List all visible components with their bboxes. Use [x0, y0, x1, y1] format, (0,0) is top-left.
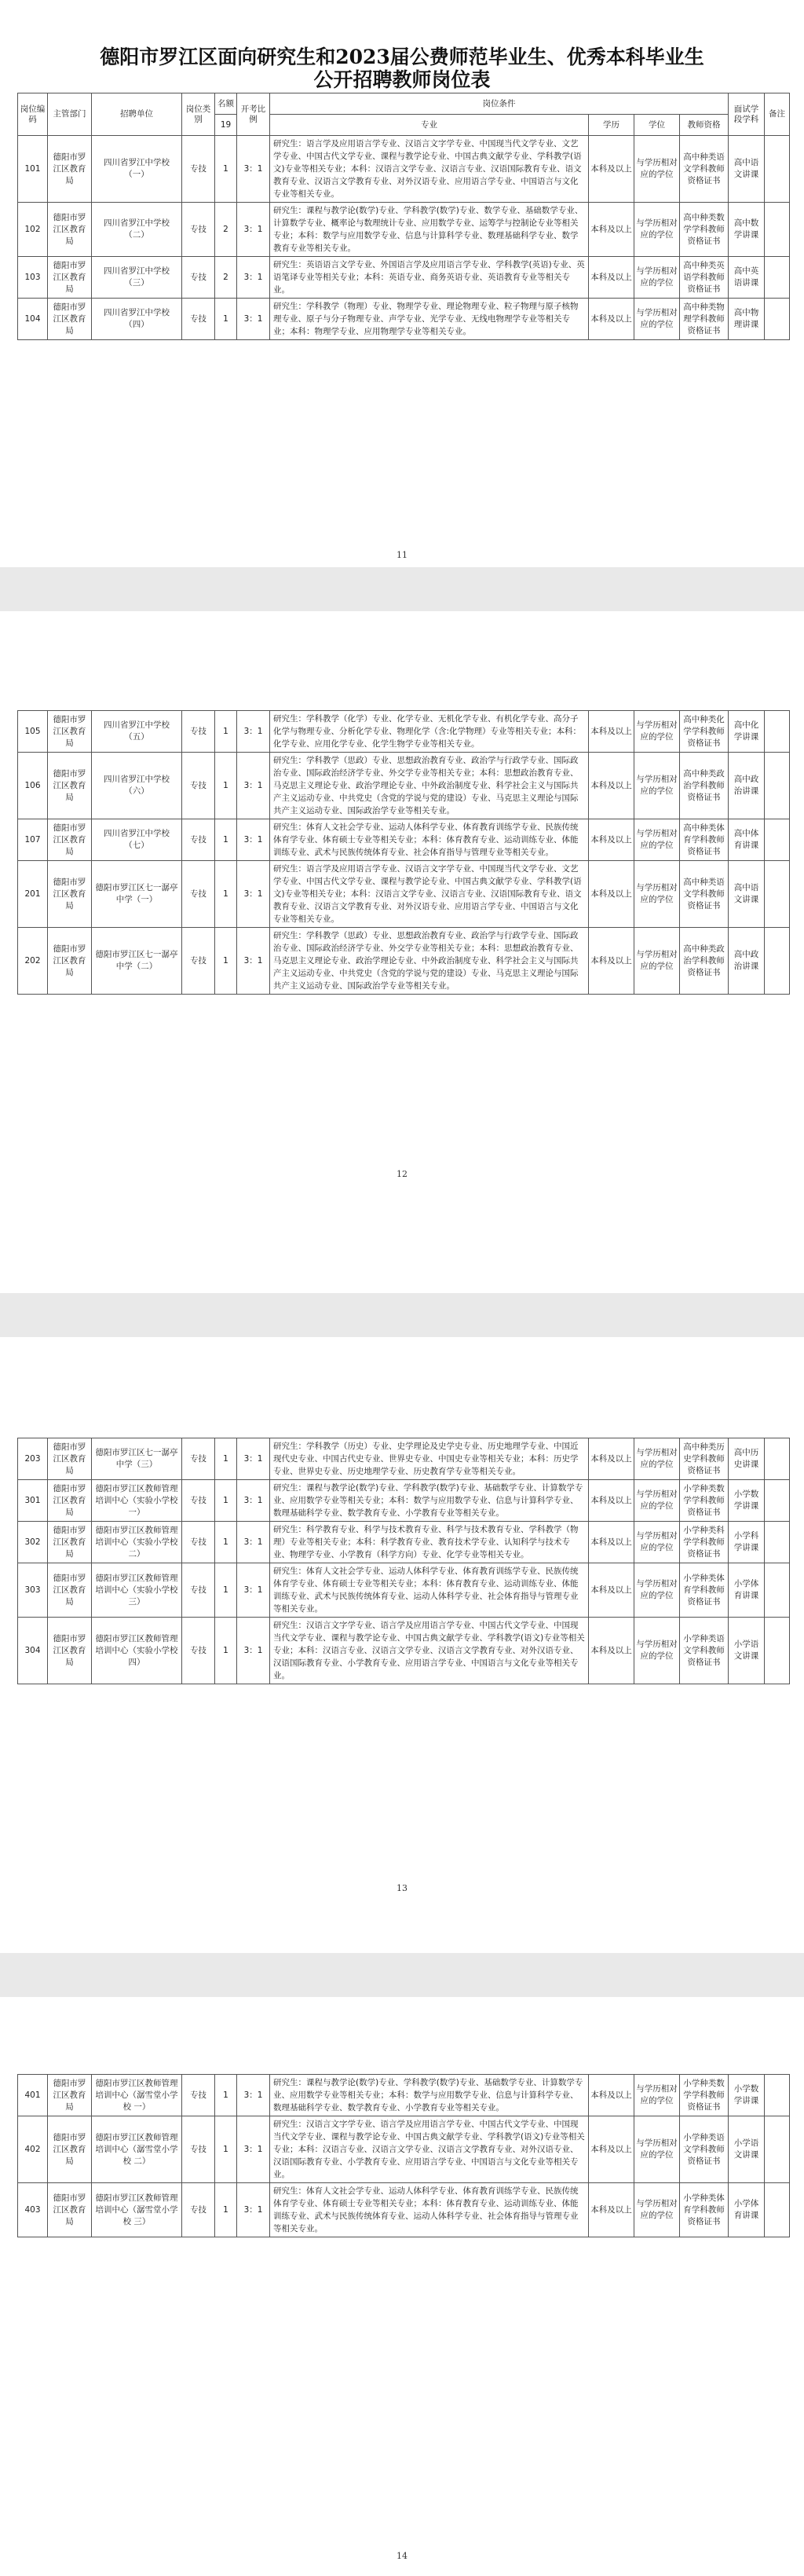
degree-cell: 与学历相对应的学位 [634, 257, 680, 299]
remark-cell [765, 203, 790, 257]
major-requirements-cell: 研究生：学科教学（历史）专业、史学理论及史学史专业、历史地理学专业、中国近现代史专业、中国古代史专业、世界史专业、中国史专业等相关专业；本科：历史学专业、世界史专业、历史地理学专业、历史教育学专业等相关专业。 [270, 1438, 589, 1480]
document-page-4 [0, 1997, 804, 2576]
ratio-cell: 3：1 [237, 928, 270, 995]
quota-cell: 1 [215, 711, 237, 753]
table-row [18, 753, 790, 819]
major-requirements-cell: 研究生：体育人文社会学专业、运动人体科学专业、体育教育训练学专业、民族传统体育学专业、体育硕士专业等相关专业；本科：体育教育专业、运动训练专业、体能训练专业、武术与民族传统体育专业、社会体育指导与管理专业等相关专业。 [270, 819, 589, 861]
post-code-cell: 101 [18, 136, 48, 203]
education-cell: 本科及以上 [589, 2183, 634, 2237]
post-code-cell: 201 [18, 861, 48, 928]
degree-cell: 与学历相对应的学位 [634, 2116, 680, 2183]
unit-cell: 德阳市罗江区教师管理培训中心（实验小学校 四） [92, 1618, 182, 1684]
page-number: 14 [397, 2551, 407, 2561]
certificate-cell: 小学种类语文学科教师资格证书 [680, 1618, 729, 1684]
interview-subject-cell: 高中语文讲课 [729, 136, 765, 203]
certificate-cell: 高中种类历史学科教师资格证书 [680, 1438, 729, 1480]
degree-cell: 与学历相对应的学位 [634, 1618, 680, 1684]
major-requirements-cell: 研究生：学科教学（物理）专业、物理学专业、理论物理专业、粒子物理与原子核物理专业、原子与分子物理专业、声学专业、光学专业、无线电物理学专业等相关专业；本科：物理学专业、应用物理学专业等相关专业。 [270, 299, 589, 340]
dept-cell: 德阳市罗江区教育局 [48, 203, 92, 257]
ratio-cell: 3：1 [237, 711, 270, 753]
unit-cell: 德阳市罗江区教师管理培训中心（潺雪堂小学校 一） [92, 2075, 182, 2116]
unit-cell: 四川省罗江中学校（二） [92, 203, 182, 257]
unit-cell: 四川省罗江中学校（三） [92, 257, 182, 299]
title-line-2: 公开招聘教师岗位表 [313, 68, 491, 91]
quota-cell: 1 [215, 2183, 237, 2237]
certificate-cell: 小学种类科学学科教师资格证书 [680, 1522, 729, 1563]
unit-cell: 德阳市罗江区教师管理培训中心（实验小学校 三） [92, 1563, 182, 1618]
ratio-cell: 3：1 [237, 1522, 270, 1563]
certificate-cell: 高中种类体育学科教师资格证书 [680, 819, 729, 861]
table-body [18, 711, 790, 995]
category-cell: 专技 [182, 753, 215, 819]
table-header [18, 93, 790, 136]
dept-cell: 德阳市罗江区教育局 [48, 136, 92, 203]
post-code-cell: 103 [18, 257, 48, 299]
certificate-cell: 高中种类政治学科教师资格证书 [680, 753, 729, 819]
header-dept: 主管部门 [48, 93, 92, 136]
header-ratio: 开考比例 [237, 93, 270, 136]
remark-cell [765, 1522, 790, 1563]
remark-cell [765, 2116, 790, 2183]
ratio-cell: 3：1 [237, 1438, 270, 1480]
interview-subject-cell: 高中英语讲课 [729, 257, 765, 299]
ratio-cell: 3：1 [237, 819, 270, 861]
dept-cell: 德阳市罗江区教育局 [48, 2116, 92, 2183]
major-requirements-cell: 研究生：课程与教学论(数学)专业、学科教学(数学)专业、基础数学专业、计算数学专业、应用数学专业等相关专业；本科：数学与应用数学专业、信息与计算科学专业、数理基础科学专业、数学教育专业、小学教育专业等相关专业。 [270, 1480, 589, 1522]
certificate-cell: 小学种类数学学科教师资格证书 [680, 2075, 729, 2116]
education-cell: 本科及以上 [589, 819, 634, 861]
table-row [18, 2116, 790, 2183]
table-row [18, 257, 790, 299]
major-requirements-cell: 研究生：学科教学（思政）专业、思想政治教育专业、政治学与行政学专业、国际政治专业、国际政治经济学专业、外交学专业等相关专业；本科：思想政治教育专业、马克思主义理论专业、政治学理论专业、中外政治制度专业、科学社会主义与国际共产主义运动专业、中共党史（含党的学说与党的建设）专业、马克思主义理论与国际共产主义运动专业、国际政治学专业等相关专业。 [270, 753, 589, 819]
degree-cell: 与学历相对应的学位 [634, 136, 680, 203]
degree-cell: 与学历相对应的学位 [634, 2075, 680, 2116]
recruitment-table [17, 93, 790, 340]
header-degree: 学位 [634, 115, 680, 136]
degree-cell: 与学历相对应的学位 [634, 299, 680, 340]
education-cell: 本科及以上 [589, 753, 634, 819]
category-cell: 专技 [182, 819, 215, 861]
unit-cell: 德阳市罗江区教师管理培训中心（潺雪堂小学校 三） [92, 2183, 182, 2237]
major-requirements-cell: 研究生：汉语言文字学专业、语言学及应用语言学专业、中国古代文学专业、中国现当代文学专业、课程与教学论专业、中国古典文献学专业、学科教学(语文)专业等相关专业；本科：汉语言专业、汉语言文学专业、汉语言文学教育专业、对外汉语专业、汉语国际教育专业、小学教育专业、应用语言学专业、中国语言与文化专业等相关专业。 [270, 1618, 589, 1684]
remark-cell [765, 1480, 790, 1522]
degree-cell: 与学历相对应的学位 [634, 753, 680, 819]
table-body [18, 1438, 790, 1684]
category-cell: 专技 [182, 861, 215, 928]
certificate-cell: 高中种类英语学科教师资格证书 [680, 257, 729, 299]
category-cell: 专技 [182, 2183, 215, 2237]
major-requirements-cell: 研究生：体育人文社会学专业、运动人体科学专业、体育教育训练学专业、民族传统体育学专业、体育硕士专业等相关专业；本科：体育教育专业、运动训练专业、体能训练专业、武术与民族传统体育专业、运动人体科学专业、社会体育指导与管理专业等相关专业。 [270, 2183, 589, 2237]
interview-subject-cell: 小学科学讲课 [729, 1522, 765, 1563]
header-quota-total: 19 [215, 115, 237, 136]
degree-cell: 与学历相对应的学位 [634, 1522, 680, 1563]
degree-cell: 与学历相对应的学位 [634, 1480, 680, 1522]
education-cell: 本科及以上 [589, 299, 634, 340]
education-cell: 本科及以上 [589, 711, 634, 753]
category-cell: 专技 [182, 257, 215, 299]
certificate-cell: 高中种类政治学科教师资格证书 [680, 928, 729, 995]
document-page-2 [0, 611, 804, 1293]
table-row [18, 2183, 790, 2237]
table-row [18, 1480, 790, 1522]
page-number: 11 [397, 550, 407, 560]
unit-cell: 四川省罗江中学校（七） [92, 819, 182, 861]
education-cell: 本科及以上 [589, 1438, 634, 1480]
dept-cell: 德阳市罗江区教育局 [48, 753, 92, 819]
post-code-cell: 102 [18, 203, 48, 257]
header-certificate: 教师资格 [680, 115, 729, 136]
certificate-cell: 小学种类体育学科教师资格证书 [680, 1563, 729, 1618]
certificate-cell: 小学种类体育学科教师资格证书 [680, 2183, 729, 2237]
interview-subject-cell: 高中语文讲课 [729, 861, 765, 928]
header-category: 岗位类别 [182, 93, 215, 136]
ratio-cell: 3：1 [237, 136, 270, 203]
degree-cell: 与学历相对应的学位 [634, 861, 680, 928]
header-education: 学历 [589, 115, 634, 136]
major-requirements-cell: 研究生：语言学及应用语言学专业、汉语言文字学专业、中国现当代文学专业、文艺学专业、中国古代文学专业、课程与教学论专业、中国古典文献学专业、学科教学(语文)专业等相关专业；本科：汉语言文学专业、汉语言专业、汉语国际教育专业、语文教育专业、汉语言文学教育专业、对外汉语专业、应用语言学专业、中国语言与文化专业等相关专业。 [270, 861, 589, 928]
table-body [18, 136, 790, 340]
post-code-cell: 106 [18, 753, 48, 819]
post-code-cell: 303 [18, 1563, 48, 1618]
interview-subject-cell: 高中历史讲课 [729, 1438, 765, 1480]
header-conditions: 岗位条件 [270, 93, 729, 115]
interview-subject-cell: 高中数学讲课 [729, 203, 765, 257]
recruitment-table [17, 710, 790, 995]
certificate-cell: 小学种类语文学科教师资格证书 [680, 2116, 729, 2183]
table-row [18, 1563, 790, 1618]
degree-cell: 与学历相对应的学位 [634, 1438, 680, 1480]
category-cell: 专技 [182, 136, 215, 203]
category-cell: 专技 [182, 299, 215, 340]
dept-cell: 德阳市罗江区教育局 [48, 1563, 92, 1618]
dept-cell: 德阳市罗江区教育局 [48, 928, 92, 995]
remark-cell [765, 1563, 790, 1618]
remark-cell [765, 753, 790, 819]
degree-cell: 与学历相对应的学位 [634, 928, 680, 995]
unit-cell: 四川省罗江中学校（一） [92, 136, 182, 203]
quota-cell: 1 [215, 2116, 237, 2183]
table-body [18, 2075, 790, 2237]
education-cell: 本科及以上 [589, 2116, 634, 2183]
remark-cell [765, 2183, 790, 2237]
remark-cell [765, 711, 790, 753]
quota-cell: 1 [215, 1438, 237, 1480]
quota-cell: 1 [215, 1522, 237, 1563]
remark-cell [765, 136, 790, 203]
table-row [18, 1438, 790, 1480]
post-code-cell: 301 [18, 1480, 48, 1522]
certificate-cell: 高中种类语文学科教师资格证书 [680, 861, 729, 928]
dept-cell: 德阳市罗江区教育局 [48, 2075, 92, 2116]
page-number: 12 [397, 1169, 407, 1179]
ratio-cell: 3：1 [237, 2116, 270, 2183]
interview-subject-cell: 小学体育讲课 [729, 1563, 765, 1618]
post-code-cell: 402 [18, 2116, 48, 2183]
post-code-cell: 302 [18, 1522, 48, 1563]
ratio-cell: 3：1 [237, 299, 270, 340]
major-requirements-cell: 研究生：体育人文社会学专业、运动人体科学专业、体育教育训练学专业、民族传统体育学专业、体育硕士专业等相关专业；本科：体育教育专业、运动训练专业、体能训练专业、武术与民族传统体育专业、运动人体科学专业、社会体育指导与管理专业等相关专业。 [270, 1563, 589, 1618]
category-cell: 专技 [182, 1522, 215, 1563]
unit-cell: 德阳市罗江区教师管理培训中心（潺雪堂小学校 二） [92, 2116, 182, 2183]
header-remark: 备注 [765, 93, 790, 136]
quota-cell: 1 [215, 819, 237, 861]
ratio-cell: 3：1 [237, 861, 270, 928]
interview-subject-cell: 小学语文讲课 [729, 1618, 765, 1684]
quota-cell: 1 [215, 2075, 237, 2116]
quota-cell: 1 [215, 136, 237, 203]
dept-cell: 德阳市罗江区教育局 [48, 1480, 92, 1522]
document-page-1 [0, 0, 804, 567]
education-cell: 本科及以上 [589, 2075, 634, 2116]
dept-cell: 德阳市罗江区教育局 [48, 1618, 92, 1684]
major-requirements-cell: 研究生：学科教学（化学）专业、化学专业、无机化学专业、有机化学专业、高分子化学与物理专业、分析化学专业、物理化学（含:化学物理）专业等相关专业；本科：化学专业、应用化学专业、化学生物学专业等相关专业。 [270, 711, 589, 753]
major-requirements-cell: 研究生：课程与教学论(数学)专业、学科教学(数学)专业、基础数学专业、计算数学专业、应用数学专业等相关专业；本科：数学与应用数学专业、信息与计算科学专业、数理基础科学专业、数学教育专业、小学教育专业等相关专业。 [270, 2075, 589, 2116]
quota-cell: 1 [215, 861, 237, 928]
education-cell: 本科及以上 [589, 1563, 634, 1618]
interview-subject-cell: 小学体育讲课 [729, 2183, 765, 2237]
major-requirements-cell: 研究生：英语语言文学专业、外国语言学及应用语言学专业、学科教学(英语)专业、英语笔译专业等相关专业；本科：英语专业、商务英语专业、英语教育专业等相关专业。 [270, 257, 589, 299]
degree-cell: 与学历相对应的学位 [634, 711, 680, 753]
quota-cell: 1 [215, 1480, 237, 1522]
interview-subject-cell: 小学数学讲课 [729, 2075, 765, 2116]
post-code-cell: 105 [18, 711, 48, 753]
interview-subject-cell: 高中政治讲课 [729, 928, 765, 995]
title-line-1: 德阳市罗江区面向研究生和2023届公费师范毕业生、优秀本科毕业生 [100, 46, 704, 68]
unit-cell: 德阳市罗江区七一潺亭中学（一） [92, 861, 182, 928]
remark-cell [765, 861, 790, 928]
header-subject: 面试学段学科 [729, 93, 765, 136]
unit-cell: 德阳市罗江区教师管理培训中心（实验小学校 一） [92, 1480, 182, 1522]
interview-subject-cell: 高中体育讲课 [729, 819, 765, 861]
ratio-cell: 3：1 [237, 2183, 270, 2237]
dept-cell: 德阳市罗江区教育局 [48, 711, 92, 753]
category-cell: 专技 [182, 1563, 215, 1618]
dept-cell: 德阳市罗江区教育局 [48, 257, 92, 299]
education-cell: 本科及以上 [589, 203, 634, 257]
quota-cell: 1 [215, 1618, 237, 1684]
ratio-cell: 3：1 [237, 1480, 270, 1522]
education-cell: 本科及以上 [589, 257, 634, 299]
dept-cell: 德阳市罗江区教育局 [48, 2183, 92, 2237]
degree-cell: 与学历相对应的学位 [634, 1563, 680, 1618]
quota-cell: 1 [215, 1563, 237, 1618]
post-code-cell: 104 [18, 299, 48, 340]
major-requirements-cell: 研究生：汉语言文字学专业、语言学及应用语言学专业、中国古代文学专业、中国现当代文学专业、课程与教学论专业、中国古典文献学专业、学科教学(语文)专业等相关专业；本科：汉语言专业、汉语言文学专业、汉语言文学教育专业、对外汉语专业、汉语国际教育专业、小学教育专业、应用语言学专业、中国语言与文化专业等相关专业。 [270, 2116, 589, 2183]
post-code-cell: 403 [18, 2183, 48, 2237]
category-cell: 专技 [182, 2116, 215, 2183]
table-row [18, 2075, 790, 2116]
degree-cell: 与学历相对应的学位 [634, 819, 680, 861]
dept-cell: 德阳市罗江区教育局 [48, 1438, 92, 1480]
unit-cell: 四川省罗江中学校（六） [92, 753, 182, 819]
header-major: 专业 [270, 115, 589, 136]
table-row [18, 928, 790, 995]
category-cell: 专技 [182, 2075, 215, 2116]
interview-subject-cell: 高中物理讲课 [729, 299, 765, 340]
post-code-cell: 203 [18, 1438, 48, 1480]
major-requirements-cell: 研究生：语言学及应用语言学专业、汉语言文字学专业、中国现当代文学专业、文艺学专业、中国古代文学专业、课程与教学论专业、中国古典文献学专业、学科教学(语文)专业等相关专业；本科：汉语言文学专业、汉语言专业、汉语国际教育专业、语文教育专业、汉语言文学教育专业、对外汉语专业、应用语言学专业、中国语言与文化专业等相关专业。 [270, 136, 589, 203]
dept-cell: 德阳市罗江区教育局 [48, 1522, 92, 1563]
ratio-cell: 3：1 [237, 203, 270, 257]
category-cell: 专技 [182, 1618, 215, 1684]
category-cell: 专技 [182, 928, 215, 995]
table-row [18, 711, 790, 753]
table-row [18, 299, 790, 340]
header-unit: 招聘单位 [92, 93, 182, 136]
post-code-cell: 304 [18, 1618, 48, 1684]
category-cell: 专技 [182, 1480, 215, 1522]
interview-subject-cell: 小学语文讲课 [729, 2116, 765, 2183]
ratio-cell: 3：1 [237, 1563, 270, 1618]
remark-cell [765, 1438, 790, 1480]
post-code-cell: 202 [18, 928, 48, 995]
education-cell: 本科及以上 [589, 1618, 634, 1684]
category-cell: 专技 [182, 203, 215, 257]
quota-cell: 1 [215, 299, 237, 340]
certificate-cell: 高中种类语文学科教师资格证书 [680, 136, 729, 203]
remark-cell [765, 819, 790, 861]
table-row [18, 819, 790, 861]
dept-cell: 德阳市罗江区教育局 [48, 299, 92, 340]
table-row [18, 1618, 790, 1684]
degree-cell: 与学历相对应的学位 [634, 2183, 680, 2237]
table-row [18, 136, 790, 203]
certificate-cell: 高中种类物理学科教师资格证书 [680, 299, 729, 340]
remark-cell [765, 928, 790, 995]
category-cell: 专技 [182, 711, 215, 753]
degree-cell: 与学历相对应的学位 [634, 203, 680, 257]
unit-cell: 德阳市罗江区教师管理培训中心（实验小学校 二） [92, 1522, 182, 1563]
remark-cell [765, 2075, 790, 2116]
ratio-cell: 3：1 [237, 2075, 270, 2116]
remark-cell [765, 1618, 790, 1684]
post-code-cell: 401 [18, 2075, 48, 2116]
interview-subject-cell: 小学数学讲课 [729, 1480, 765, 1522]
table-row [18, 861, 790, 928]
table-row [18, 203, 790, 257]
interview-subject-cell: 高中化学讲课 [729, 711, 765, 753]
quota-cell: 2 [215, 257, 237, 299]
ratio-cell: 3：1 [237, 257, 270, 299]
education-cell: 本科及以上 [589, 136, 634, 203]
post-code-cell: 107 [18, 819, 48, 861]
education-cell: 本科及以上 [589, 1522, 634, 1563]
category-cell: 专技 [182, 1438, 215, 1480]
ratio-cell: 3：1 [237, 1618, 270, 1684]
unit-cell: 四川省罗江中学校（四） [92, 299, 182, 340]
quota-cell: 1 [215, 928, 237, 995]
unit-cell: 德阳市罗江区七一潺亭中学（二） [92, 928, 182, 995]
major-requirements-cell: 研究生：课程与教学论(数学)专业、学科教学(数学)专业、数学专业、基础数学专业、计算数学专业、概率论与数理统计专业、应用数学专业、运筹学与控制论专业等相关专业；本科：数学与应用数学专业、信息与计算科学专业、数理基础科学专业、数学教育专业等相关专业。 [270, 203, 589, 257]
header-post-code: 岗位编码 [18, 93, 48, 136]
document-title [0, 46, 804, 91]
quota-cell: 2 [215, 203, 237, 257]
education-cell: 本科及以上 [589, 928, 634, 995]
page-number: 13 [397, 1883, 407, 1893]
document-page-3 [0, 1337, 804, 1953]
table-row [18, 1522, 790, 1563]
recruitment-table [17, 1438, 790, 1684]
interview-subject-cell: 高中政治讲课 [729, 753, 765, 819]
quota-cell: 1 [215, 753, 237, 819]
major-requirements-cell: 研究生：科学教育专业、科学与技术教育专业、科学与技术教育专业、学科教学（物理）专业等相关专业；本科：科学教育专业、教育技术学专业、认知科学与技术专业、物理学专业、小学教育（科学方向）专业、化学专业等相关专业。 [270, 1522, 589, 1563]
education-cell: 本科及以上 [589, 861, 634, 928]
ratio-cell: 3：1 [237, 753, 270, 819]
certificate-cell: 高中种类化学学科教师资格证书 [680, 711, 729, 753]
certificate-cell: 高中种类数学学科教师资格证书 [680, 203, 729, 257]
education-cell: 本科及以上 [589, 1480, 634, 1522]
unit-cell: 德阳市罗江区七一潺亭中学（三） [92, 1438, 182, 1480]
remark-cell [765, 257, 790, 299]
unit-cell: 四川省罗江中学校（五） [92, 711, 182, 753]
header-quota: 名额 [215, 93, 237, 115]
dept-cell: 德阳市罗江区教育局 [48, 861, 92, 928]
major-requirements-cell: 研究生：学科教学（思政）专业、思想政治教育专业、政治学与行政学专业、国际政治专业、国际政治经济学专业、外交学专业等相关专业；本科：思想政治教育专业、马克思主义理论专业、政治学理论专业、中外政治制度专业、科学社会主义与国际共产主义运动专业、中共党史（含党的学说与党的建设）专业、马克思主义理论与国际共产主义运动专业、国际政治学专业等相关专业。 [270, 928, 589, 995]
certificate-cell: 小学种类数学学科教师资格证书 [680, 1480, 729, 1522]
remark-cell [765, 299, 790, 340]
dept-cell: 德阳市罗江区教育局 [48, 819, 92, 861]
recruitment-table [17, 2074, 790, 2237]
